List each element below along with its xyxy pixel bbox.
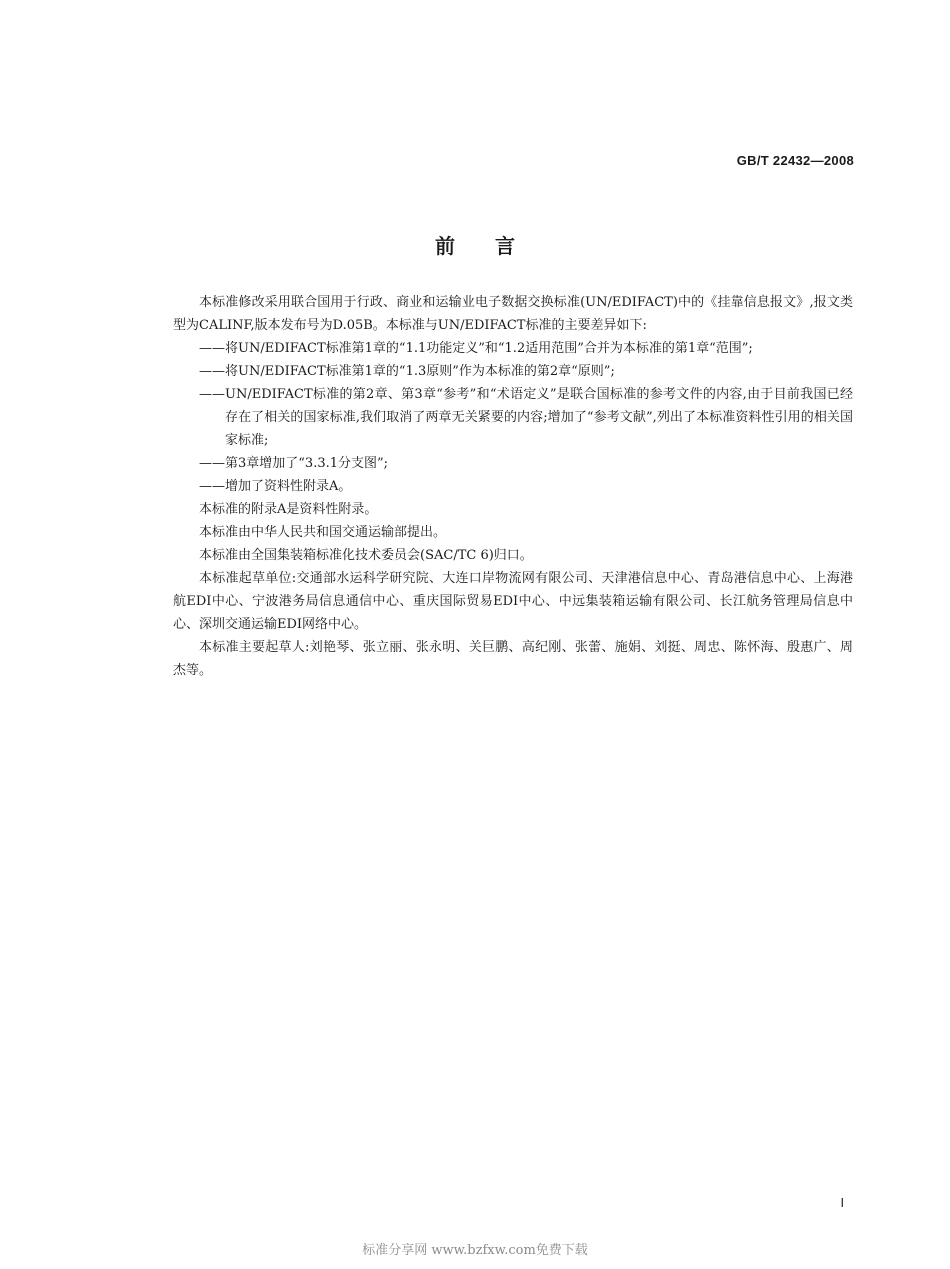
difference-item: ——第3章增加了“3.3.1分支图”;	[199, 456, 389, 471]
footer-watermark: 标准分享网 www.bzfxw.com免费下载	[362, 1243, 588, 1258]
difference-item: ——增加了资料性附录A。	[199, 479, 352, 494]
foreword-body	[173, 291, 853, 682]
page-number: I	[840, 1196, 844, 1210]
standard-number: GB/T 22432—2008	[736, 153, 854, 168]
proposer-statement: 本标准由中华人民共和国交通运输部提出。	[199, 525, 447, 540]
difference-item: ——UN/EDIFACT标准的第2章、第3章“参考”和“术语定义”是联合国标准的参考文件的内容,由于目前我国已经存在了相关的国家标准,我们取消了两章无关紧要的内容;增加了“参考文献”,列出了本标准资料性引用的相关国家标准;	[199, 387, 853, 448]
page-title: 前言	[435, 234, 555, 258]
committee-statement: 本标准由全国集装箱标准化技术委员会(SAC/TC 6)归口。	[199, 548, 533, 563]
intro-paragraph: 本标准修改采用联合国用于行政、商业和运输业电子数据交换标准(UN/EDIFACT)中的《挂靠信息报文》,报文类型为CALINF,版本发布号为D.05B。本标准与UN/EDIFACT标准的主要差异如下:	[173, 295, 853, 333]
drafting-units: 本标准起草单位:交通部水运科学研究院、大连口岸物流网有限公司、天津港信息中心、青岛港信息中心、上海港航EDI中心、宁波港务局信息通信中心、重庆国际贸易EDI中心、中远集装箱运输有限公司、长江航务管理局信息中心、深圳交通运输EDI网络中心。	[173, 571, 853, 632]
annex-statement: 本标准的附录A是资料性附录。	[199, 502, 378, 517]
drafters: 本标准主要起草人:刘艳琴、张立丽、张永明、关巨鹏、高纪刚、张蕾、施娟、刘挺、周忠、陈怀海、殷惠广、周杰等。	[173, 640, 853, 678]
difference-item: ——将UN/EDIFACT标准第1章的“1.3原则”作为本标准的第2章“原则”;	[199, 364, 615, 379]
difference-item: ——将UN/EDIFACT标准第1章的“1.1功能定义”和“1.2适用范围”合并为本标准的第1章“范围”;	[199, 341, 753, 356]
